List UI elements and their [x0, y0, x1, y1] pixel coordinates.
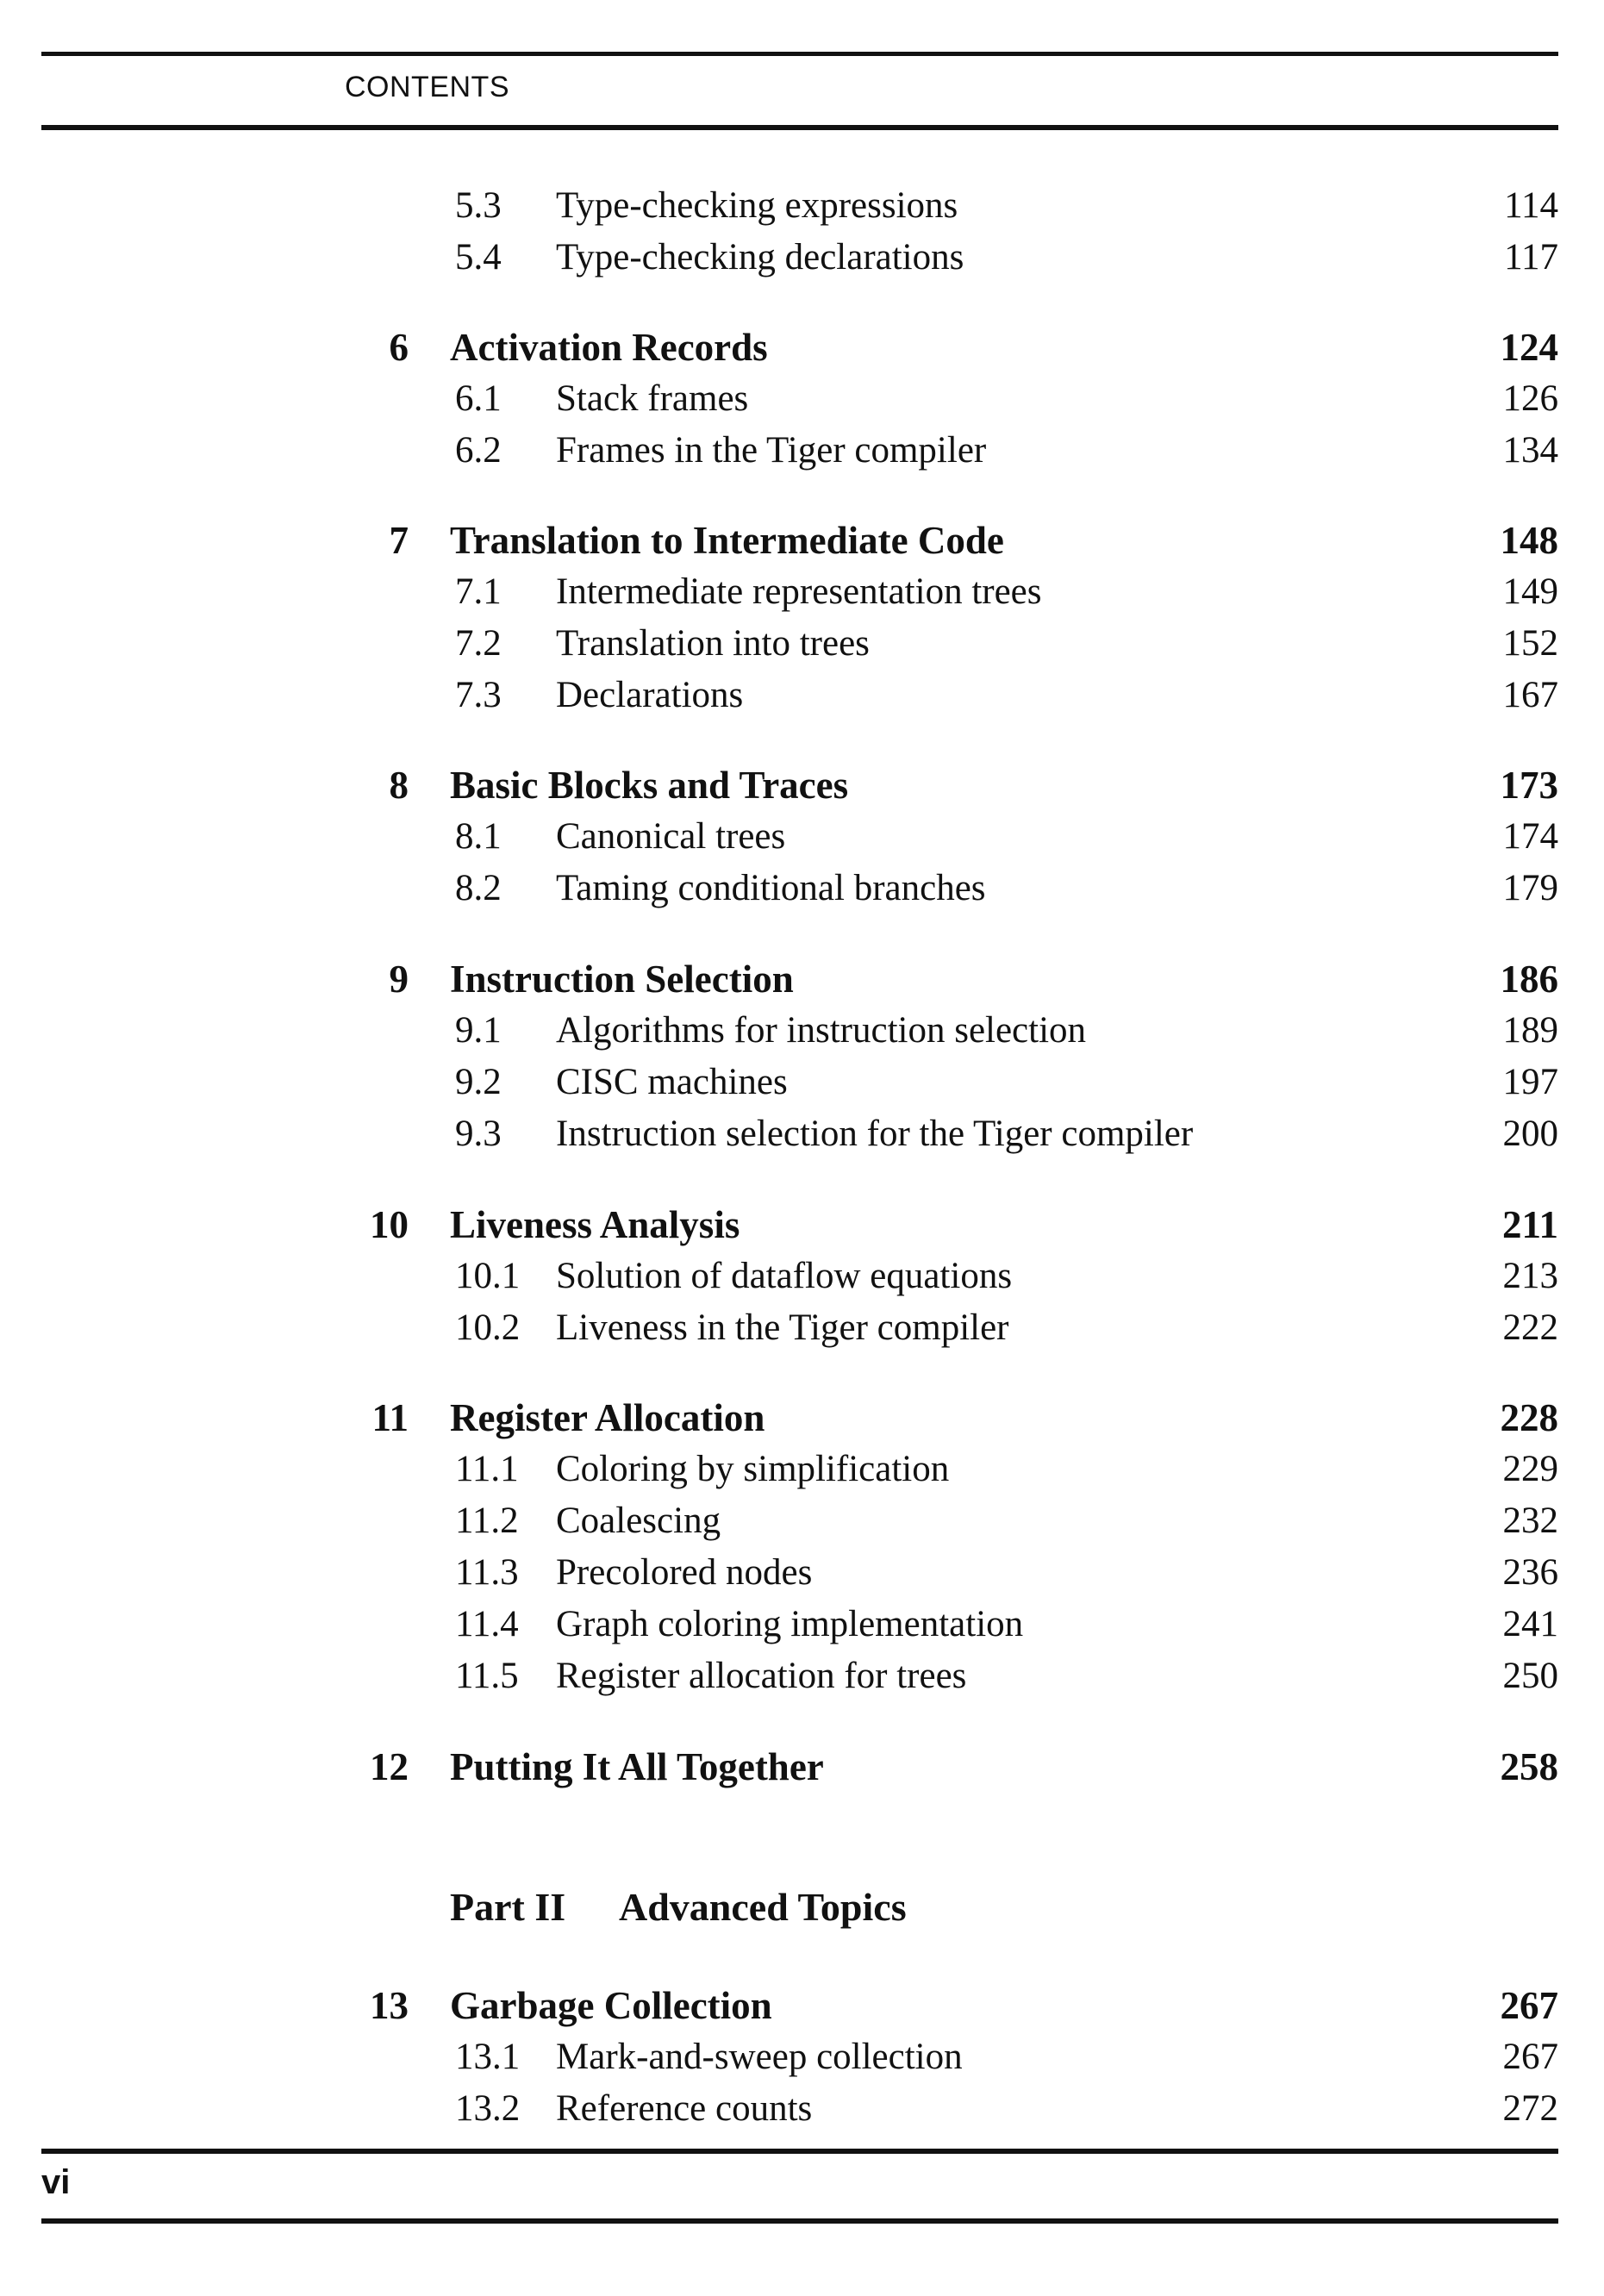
section-number: 7.3	[455, 675, 502, 715]
chapter-number: 8	[389, 764, 409, 807]
footer-rule-top	[41, 2149, 1558, 2154]
toc-entry-9-2[interactable]	[0, 1057, 1604, 1108]
toc-entry-7-1[interactable]	[0, 566, 1604, 618]
page-number: 167	[1502, 675, 1558, 715]
section-number: 11.2	[455, 1501, 519, 1541]
toc-entry-7-3[interactable]	[0, 670, 1604, 721]
chapter-number: 13	[370, 1984, 409, 2027]
section-number: 13.2	[455, 2088, 521, 2129]
page-number: 174	[1502, 816, 1558, 857]
page-number: 186	[1500, 958, 1558, 1001]
toc-chapter-11[interactable]	[0, 1392, 1604, 1444]
toc-entry-11-1[interactable]	[0, 1444, 1604, 1495]
page-number: 229	[1502, 1449, 1558, 1489]
section-number: 7.1	[455, 571, 502, 612]
section-title: Solution of dataflow equations	[556, 1256, 1013, 1296]
toc-entry-9-1[interactable]	[0, 1005, 1604, 1057]
toc-entry-8-2[interactable]	[0, 863, 1604, 914]
chapter-number: 6	[389, 326, 409, 369]
page-number: 200	[1502, 1114, 1558, 1154]
section-number: 9.1	[455, 1010, 502, 1051]
page-number: 228	[1500, 1396, 1558, 1439]
section-number: 9.2	[455, 1062, 502, 1102]
section-number: 6.1	[455, 378, 502, 419]
section-number: 11.4	[455, 1604, 519, 1644]
section-title: Coalescing	[556, 1501, 721, 1541]
section-title: Instruction selection for the Tiger compiler	[556, 1114, 1194, 1154]
toc-entry-8-1[interactable]	[0, 811, 1604, 863]
section-number: 5.4	[455, 237, 502, 278]
page-number: 213	[1502, 1256, 1558, 1296]
chapter-title: Garbage Collection	[450, 1984, 772, 2027]
section-title: Graph coloring implementation	[556, 1604, 1024, 1644]
chapter-title: Activation Records	[450, 326, 768, 369]
chapter-title: Basic Blocks and Traces	[450, 764, 849, 807]
page-number: 149	[1502, 571, 1558, 612]
page-number: 152	[1502, 623, 1558, 664]
toc-chapter-9[interactable]	[0, 953, 1604, 1005]
section-title: Mark-and-sweep collection	[556, 2037, 963, 2077]
page-number: 232	[1502, 1501, 1558, 1541]
page-number: 250	[1502, 1656, 1558, 1696]
page-folio: vi	[41, 2163, 71, 2201]
chapter-title: Register Allocation	[450, 1396, 765, 1439]
section-number: 13.1	[455, 2037, 521, 2077]
section-title: Reference counts	[556, 2088, 813, 2129]
section-title: Algorithms for instruction selection	[556, 1010, 1087, 1051]
toc-entry-9-3[interactable]	[0, 1108, 1604, 1160]
toc-chapter-6[interactable]	[0, 321, 1604, 373]
page-number: 189	[1502, 1010, 1558, 1051]
chapter-title: Translation to Intermediate Code	[450, 519, 1004, 562]
chapter-number: 12	[370, 1745, 409, 1788]
section-number: 11.1	[455, 1449, 519, 1489]
page-number: 267	[1502, 2037, 1558, 2077]
section-title: Stack frames	[556, 378, 749, 419]
part-title: Part II	[450, 1885, 566, 1929]
toc-entry-5-4[interactable]	[0, 232, 1604, 284]
toc-chapter-13[interactable]	[0, 1980, 1604, 2031]
toc-entry-13-1[interactable]	[0, 2031, 1604, 2083]
page-number: 124	[1500, 326, 1558, 369]
section-number: 11.5	[455, 1656, 519, 1696]
toc-entry-6-2[interactable]	[0, 425, 1604, 477]
section-title: Precolored nodes	[556, 1552, 813, 1593]
chapter-number: 10	[370, 1203, 409, 1246]
chapter-number: 9	[389, 958, 409, 1001]
toc-chapter-8[interactable]	[0, 759, 1604, 811]
page-number: 267	[1500, 1984, 1558, 2027]
chapter-title: Putting It All Together	[450, 1745, 824, 1788]
section-number: 6.2	[455, 430, 502, 471]
section-title: Liveness in the Tiger compiler	[556, 1307, 1009, 1348]
toc-entry-10-2[interactable]	[0, 1302, 1604, 1354]
page-number: 114	[1504, 185, 1558, 226]
toc-entry-6-1[interactable]	[0, 373, 1604, 425]
section-title: Declarations	[556, 675, 744, 715]
page-number: 241	[1502, 1604, 1558, 1644]
section-title: Frames in the Tiger compiler	[556, 430, 987, 471]
page-number: 148	[1500, 519, 1558, 562]
part-subtitle: Advanced Topics	[619, 1885, 907, 1929]
page-number: 134	[1502, 430, 1558, 471]
section-number: 11.3	[455, 1552, 519, 1593]
running-head: CONTENTS	[345, 71, 509, 103]
section-title: Taming conditional branches	[556, 868, 986, 908]
toc-part-2[interactable]	[0, 1881, 1604, 1933]
chapter-title: Liveness Analysis	[450, 1203, 740, 1246]
page-number: 179	[1502, 868, 1558, 908]
toc-entry-5-3[interactable]	[0, 180, 1604, 232]
toc-entry-7-2[interactable]	[0, 618, 1604, 670]
section-title: Type-checking expressions	[556, 185, 958, 226]
page-number: 258	[1500, 1745, 1558, 1788]
toc-chapter-12[interactable]	[0, 1741, 1604, 1793]
section-title: Intermediate representation trees	[556, 571, 1042, 612]
section-number: 8.2	[455, 868, 502, 908]
footer-rule-bottom	[41, 2218, 1558, 2224]
toc-entry-11-2[interactable]	[0, 1495, 1604, 1547]
toc-entry-11-3[interactable]	[0, 1547, 1604, 1599]
section-number: 10.2	[455, 1307, 521, 1348]
section-number: 8.1	[455, 816, 502, 857]
section-number: 5.3	[455, 185, 502, 226]
chapter-title: Instruction Selection	[450, 958, 794, 1001]
section-number: 7.2	[455, 623, 502, 664]
chapter-number: 11	[371, 1396, 409, 1439]
page-number: 197	[1502, 1062, 1558, 1102]
section-number: 9.3	[455, 1114, 502, 1154]
section-title: Register allocation for trees	[556, 1656, 967, 1696]
page-number: 222	[1502, 1307, 1558, 1348]
section-title: CISC machines	[556, 1062, 788, 1102]
toc-chapter-10[interactable]	[0, 1199, 1604, 1251]
section-title: Coloring by simplification	[556, 1449, 950, 1489]
chapter-number: 7	[389, 519, 409, 562]
toc-entry-10-1[interactable]	[0, 1251, 1604, 1302]
toc-chapter-7[interactable]	[0, 515, 1604, 566]
toc-entry-11-5[interactable]	[0, 1650, 1604, 1702]
page-number: 272	[1502, 2088, 1558, 2129]
page-number: 117	[1504, 237, 1558, 278]
toc-entry-13-2[interactable]	[0, 2083, 1604, 2135]
page-number: 211	[1501, 1203, 1558, 1246]
section-title: Translation into trees	[556, 623, 870, 664]
page-number: 236	[1502, 1552, 1558, 1593]
section-title: Type-checking declarations	[556, 237, 964, 278]
section-number: 10.1	[455, 1256, 521, 1296]
toc-entry-11-4[interactable]	[0, 1599, 1604, 1650]
page-number: 126	[1502, 378, 1558, 419]
section-title: Canonical trees	[556, 816, 786, 857]
page-number: 173	[1500, 764, 1558, 807]
